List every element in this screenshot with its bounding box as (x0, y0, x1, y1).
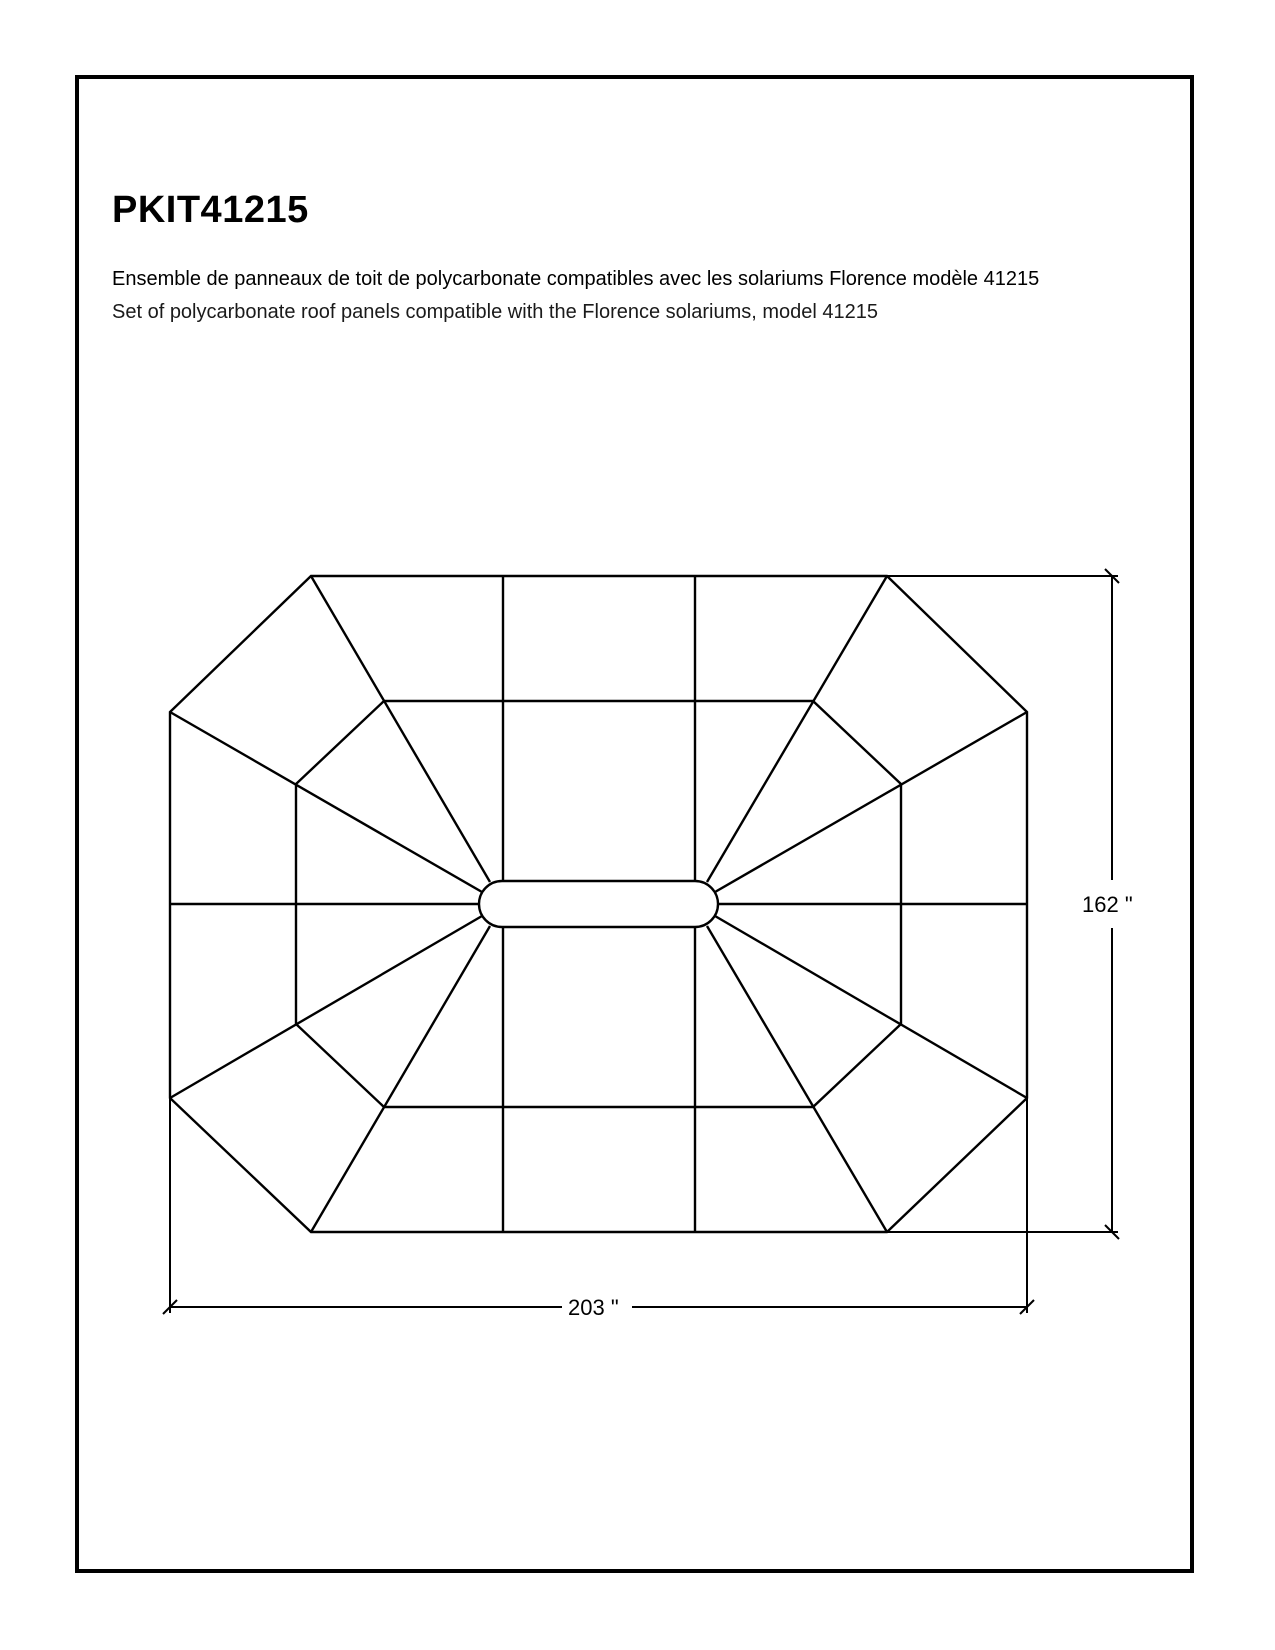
hip-rafter (170, 712, 482, 892)
width-dimension-label: 203 " (568, 1295, 619, 1320)
height-dimension-label: 162 " (1082, 892, 1133, 917)
hip-rafter (715, 916, 1027, 1098)
hip-rafter (707, 926, 887, 1232)
hip-rafter (311, 926, 490, 1232)
product-code: PKIT41215 (112, 189, 309, 231)
hip-rafter (715, 712, 1027, 892)
hip-rafter (311, 576, 490, 882)
description-french: Ensemble de panneaux de toit de polycarbonate compatibles avec les solariums Florence modèle 41215 (112, 268, 1040, 290)
ridge-cap (479, 881, 718, 927)
hip-rafter (707, 576, 887, 882)
hip-rafter (170, 916, 482, 1098)
description-english: Set of polycarbonate roof panels compatible with the Florence solariums, model 41215 (112, 301, 878, 323)
